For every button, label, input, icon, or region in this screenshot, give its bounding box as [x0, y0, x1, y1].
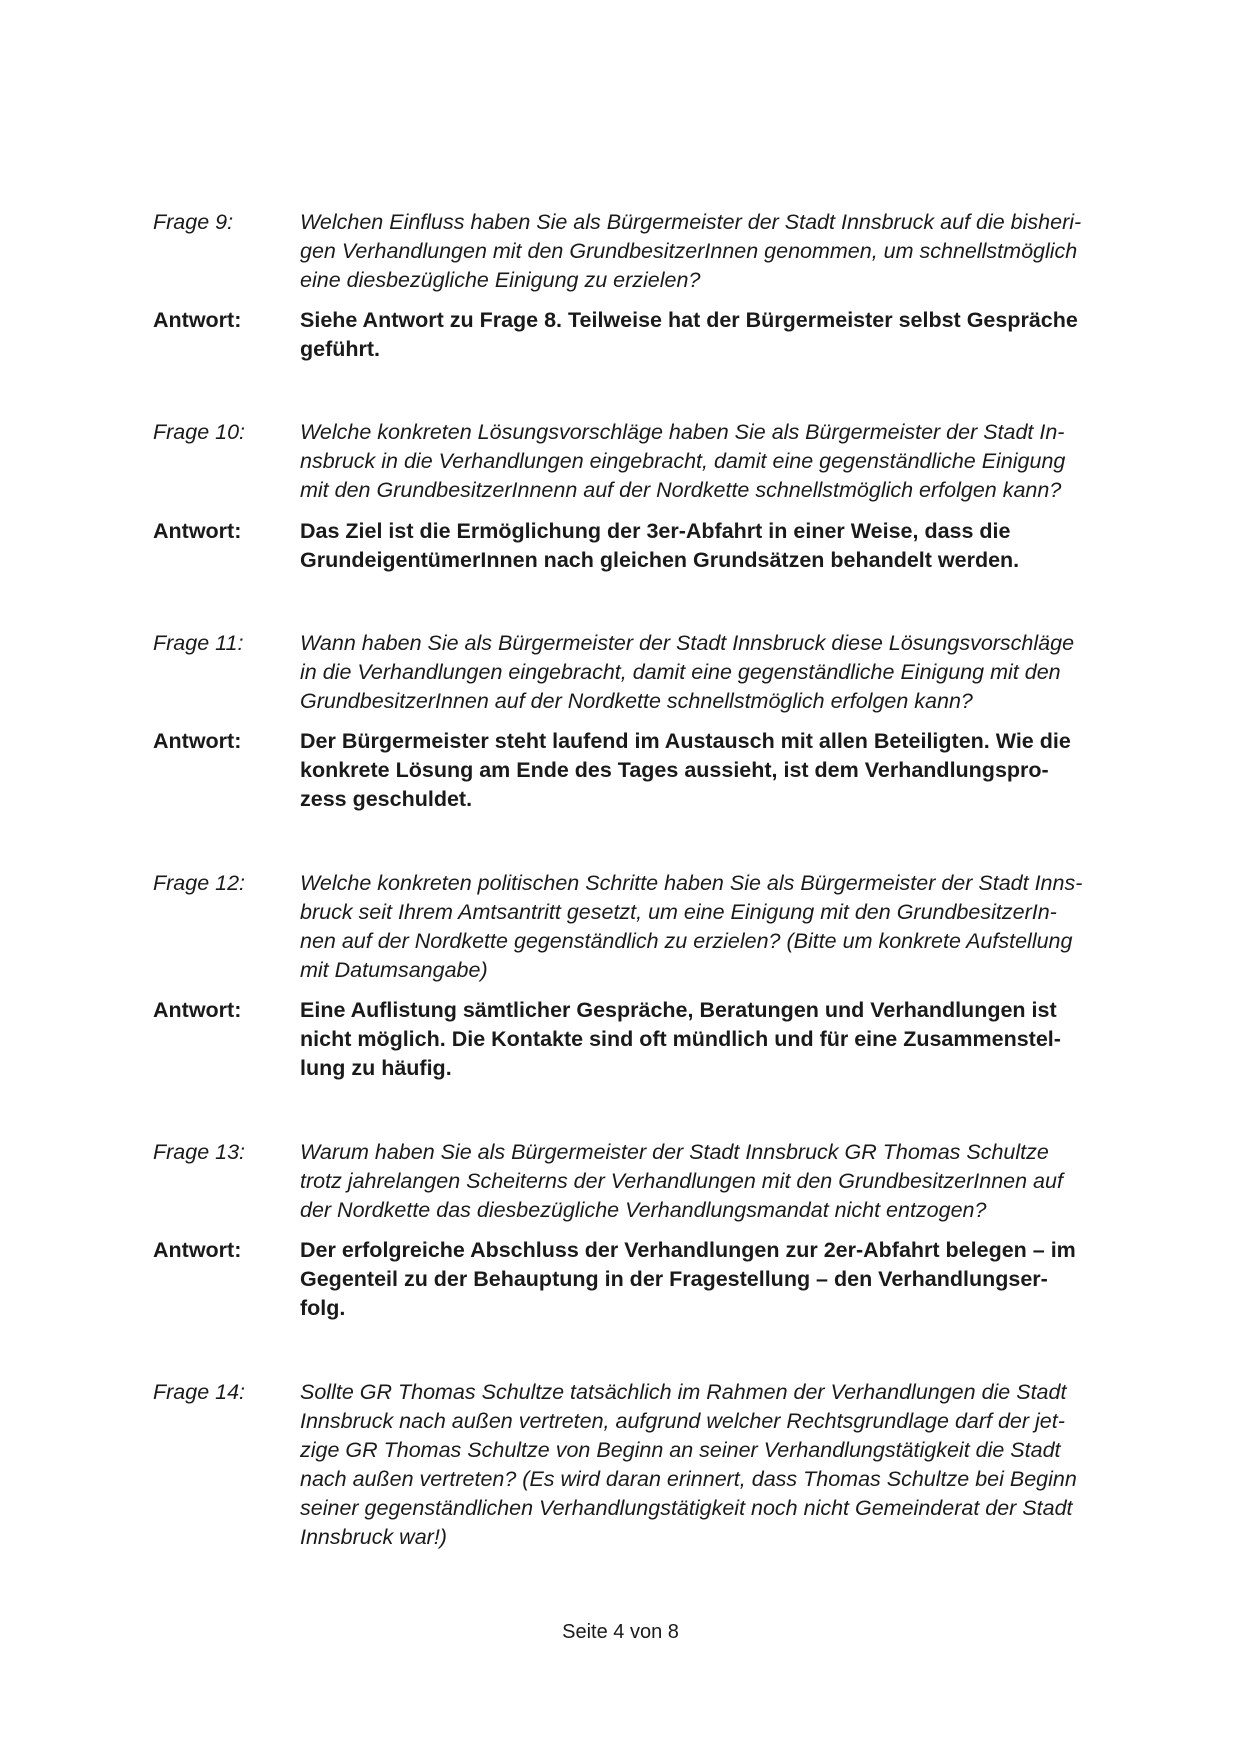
text-line: seiner gegenständlichen Verhandlungstätigkeit noch nicht Gemeinderat der Stadt — [300, 1496, 1073, 1520]
text-line: Welche konkreten Lösungsvorschläge haben Sie als Bürgermeister der Stadt In- — [300, 420, 1065, 444]
text-line: Sollte GR Thomas Schultze tatsächlich im Rahmen der Verhandlungen die Stadt — [300, 1380, 1067, 1404]
text-line: nen auf der Nordkette gegenständlich zu erzielen? (Bitte um konkrete Aufstellung — [300, 929, 1073, 953]
text-line: Welchen Einfluss haben Sie als Bürgermeister der Stadt Innsbruck auf die bisheri- — [300, 210, 1082, 234]
text-line: Siehe Antwort zu Frage 8. Teilweise hat der Bürgermeister selbst Gespräche — [300, 308, 1078, 332]
text-line: mit Datumsangabe) — [300, 958, 488, 982]
text-line: Welche konkreten politischen Schritte haben Sie als Bürgermeister der Stadt Inns- — [300, 871, 1083, 895]
answer-label: Antwort: — [153, 998, 242, 1022]
question-text — [300, 629, 1241, 716]
text-line: nsbruck in die Verhandlungen eingebracht, damit eine gegenständliche Einigung — [300, 449, 1066, 473]
text-line: Wann haben Sie als Bürgermeister der Stadt Innsbruck diese Lösungsvorschläge — [300, 631, 1075, 655]
text-line: geführt. — [300, 337, 381, 361]
text-line: nicht möglich. Die Kontakte sind oft mündlich und für eine Zusammenstel- — [300, 1027, 1061, 1051]
text-line: GrundeigentümerInnen nach gleichen Grundsätzen behandelt werden. — [300, 548, 1020, 572]
question-text — [300, 1138, 1241, 1225]
text-line: mit den GrundbesitzerInnenn auf der Nordkette schnellstmöglich erfolgen kann? — [300, 478, 1062, 502]
text-line: eine diesbezügliche Einigung zu erzielen? — [300, 268, 701, 292]
text-line: folg. — [300, 1296, 346, 1320]
text-line: konkrete Lösung am Ende des Tages aussieht, ist dem Verhandlungspro- — [300, 758, 1049, 782]
answer-label: Antwort: — [153, 1238, 242, 1262]
question-text — [300, 869, 1241, 985]
question-label: Frage 11: — [153, 631, 244, 655]
answer-text — [300, 306, 1241, 364]
text-line: GrundbesitzerInnen auf der Nordkette schnellstmöglich erfolgen kann? — [300, 689, 973, 713]
text-line: zess geschuldet. — [300, 787, 473, 811]
text-line: trotz jahrelangen Scheiterns der Verhandlungen mit den GrundbesitzerInnen auf — [300, 1169, 1063, 1193]
text-line: Gegenteil zu der Behauptung in der Fragestellung – den Verhandlungser- — [300, 1267, 1048, 1291]
text-line: Der erfolgreiche Abschluss der Verhandlungen zur 2er-Abfahrt belegen – im — [300, 1238, 1076, 1262]
text-line: gen Verhandlungen mit den GrundbesitzerInnen genommen, um schnellstmöglich — [300, 239, 1078, 263]
answer-label: Antwort: — [153, 519, 242, 543]
question-text — [300, 208, 1241, 295]
question-text — [300, 1378, 1241, 1552]
answer-text — [300, 996, 1241, 1083]
question-label: Frage 14: — [153, 1380, 246, 1404]
text-line: Das Ziel ist die Ermöglichung der 3er-Abfahrt in einer Weise, dass die — [300, 519, 1011, 543]
answer-text — [300, 727, 1241, 814]
answer-label: Antwort: — [153, 308, 242, 332]
text-line: in die Verhandlungen eingebracht, damit eine gegenständliche Einigung mit den — [300, 660, 1061, 684]
answer-text — [300, 1236, 1241, 1323]
text-line: Eine Auflistung sämtlicher Gespräche, Beratungen und Verhandlungen ist — [300, 998, 1057, 1022]
answer-text — [300, 517, 1241, 575]
question-text — [300, 418, 1241, 505]
text-line: der Nordkette das diesbezügliche Verhandlungsmandat nicht entzogen? — [300, 1198, 987, 1222]
text-line: Der Bürgermeister steht laufend im Austausch mit allen Beteiligten. Wie die — [300, 729, 1071, 753]
question-label: Frage 9: — [153, 210, 234, 234]
text-line: Innsbruck war!) — [300, 1525, 447, 1549]
text-line: nach außen vertreten? (Es wird daran erinnert, dass Thomas Schultze bei Beginn — [300, 1467, 1077, 1491]
text-line: zige GR Thomas Schultze von Beginn an seiner Verhandlungstätigkeit die Stadt — [300, 1438, 1061, 1462]
question-label: Frage 13: — [153, 1140, 246, 1164]
text-line: lung zu häufig. — [300, 1056, 452, 1080]
text-line: bruck seit Ihrem Amtsantritt gesetzt, um eine Einigung mit den GrundbesitzerIn- — [300, 900, 1057, 924]
question-label: Frage 10: — [153, 420, 246, 444]
page-number-footer: Seite 4 von 8 — [562, 1621, 679, 1643]
text-line: Warum haben Sie als Bürgermeister der Stadt Innsbruck GR Thomas Schultze — [300, 1140, 1049, 1164]
question-label: Frage 12: — [153, 871, 246, 895]
text-line: Innsbruck nach außen vertreten, aufgrund welcher Rechtsgrundlage darf der jet- — [300, 1409, 1065, 1433]
answer-label: Antwort: — [153, 729, 242, 753]
